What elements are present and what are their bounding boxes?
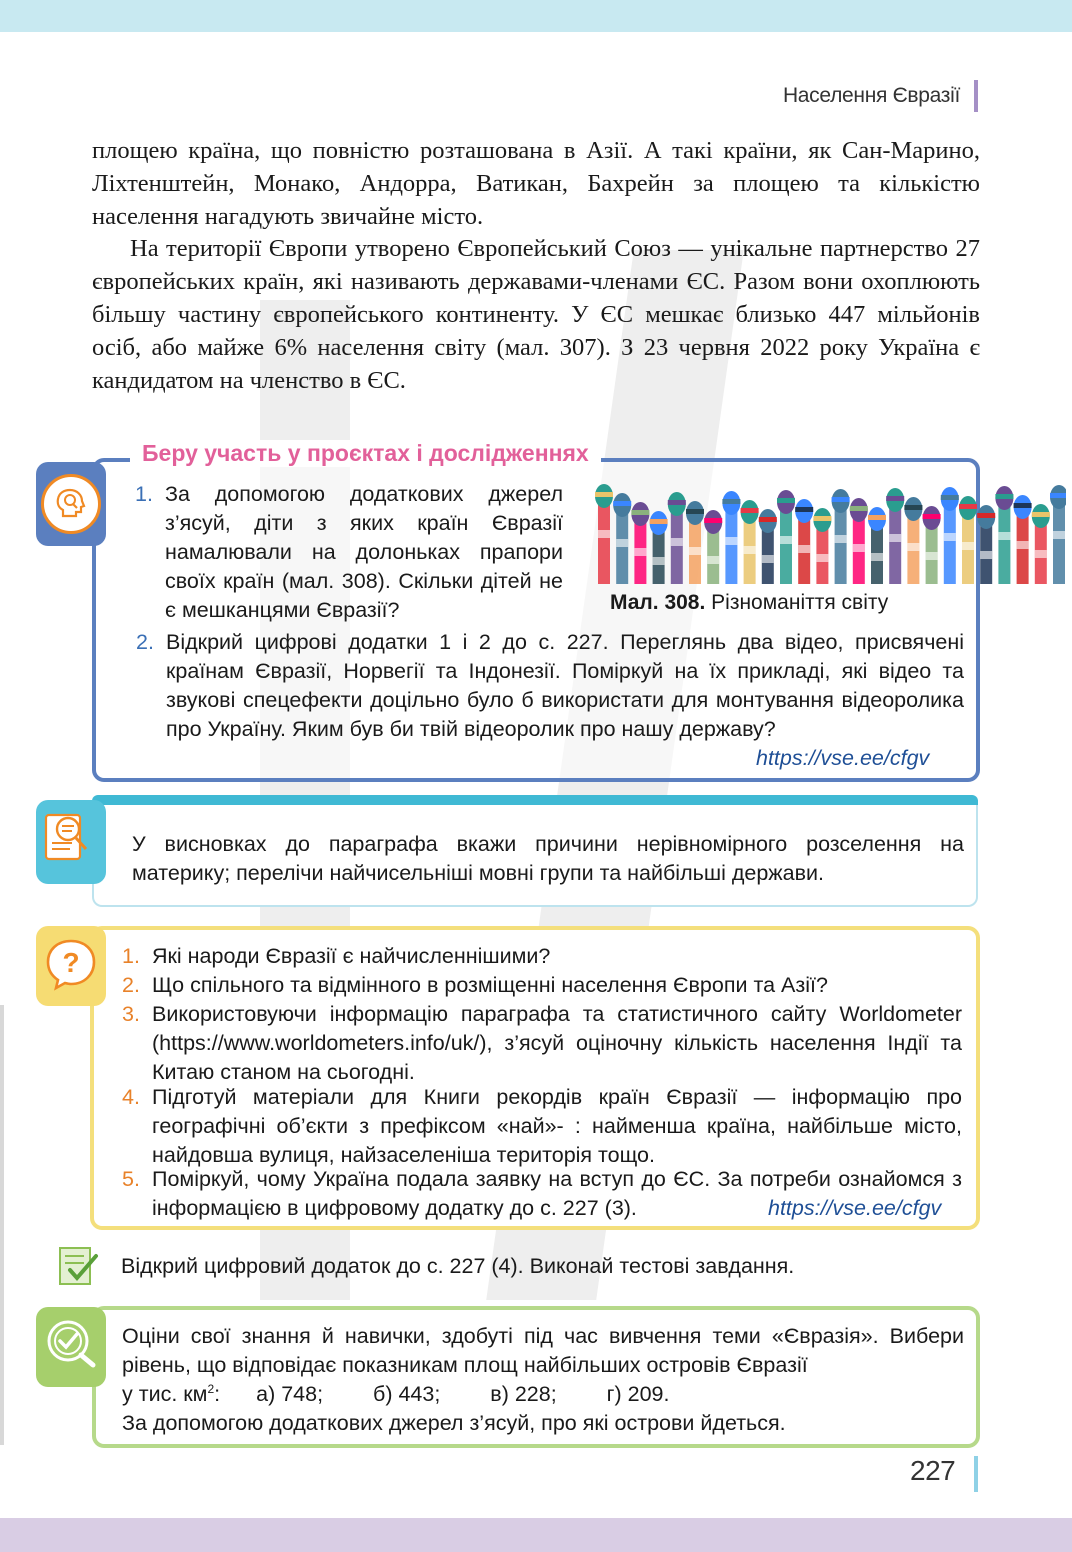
item-text: За допомогою додаткових джерел з’ясуй, діти з яких країн Євразії намалювали на долоньках прапори своїх країн (мал. 308). Скільки дітей не є мешканцями Євразії? bbox=[165, 482, 563, 622]
svg-text:?: ? bbox=[62, 946, 80, 978]
margin-line bbox=[0, 1005, 4, 1445]
checkmark-badge-icon bbox=[41, 1315, 101, 1380]
page-number: 227 bbox=[910, 1455, 956, 1486]
option-d: г) 209. bbox=[606, 1382, 670, 1406]
question-number: 3. bbox=[122, 1002, 140, 1026]
checklist-icon bbox=[56, 1244, 100, 1288]
raised-hand bbox=[595, 484, 613, 584]
project-item-2 bbox=[136, 628, 964, 744]
questions-tab bbox=[36, 926, 106, 1006]
raised-hand bbox=[795, 499, 813, 584]
raised-hand bbox=[613, 493, 631, 584]
raised-hand bbox=[686, 501, 704, 584]
bottom-color-band bbox=[0, 1518, 1072, 1552]
paragraph-1: площею країна, що повністю розташована в Азії. А такі країни, як Сан-Марино, Ліхтенштейн, Монако, Андорра, Ватикан, Бахрейн за площею та кількістю населення нагадують звичайне місто. bbox=[92, 137, 980, 230]
raised-hand bbox=[977, 505, 995, 584]
running-header: Населення Євразії bbox=[782, 84, 960, 107]
page-number-bar bbox=[974, 1456, 978, 1492]
top-color-band bbox=[0, 0, 1072, 32]
video-link[interactable]: https://vse.ee/cfgv bbox=[756, 746, 930, 770]
hands-flags-image bbox=[592, 474, 1066, 584]
projects-title: Беру участь у проєктах і дослідженнях bbox=[130, 440, 601, 467]
question-text: Які народи Євразії є найчисленнішими? bbox=[152, 944, 551, 968]
item-number: 2. bbox=[136, 630, 154, 654]
caption-text: Різноманіття світу bbox=[705, 591, 889, 614]
raised-hand bbox=[1014, 495, 1032, 584]
raised-hand bbox=[850, 498, 868, 584]
raised-hand bbox=[868, 507, 886, 584]
raised-hand bbox=[813, 508, 831, 584]
unit-superscript: 2 bbox=[207, 1381, 215, 1396]
evaluation-tab bbox=[36, 1307, 106, 1387]
conclusions-tab bbox=[36, 800, 106, 884]
test-instruction: Відкрий цифровий додаток до с. 227 (4). Виконай тестові завдання. bbox=[121, 1254, 795, 1278]
raised-hand bbox=[995, 486, 1013, 584]
option-b: б) 443; bbox=[373, 1382, 441, 1406]
caption-label: Мал. 308. bbox=[610, 591, 706, 614]
raised-hand bbox=[1050, 485, 1066, 584]
raised-hand bbox=[1032, 504, 1050, 584]
raised-hand bbox=[759, 509, 777, 584]
question-number: 1. bbox=[122, 944, 140, 968]
unit-colon: : bbox=[214, 1382, 221, 1406]
item-number: 1. bbox=[135, 482, 153, 506]
unit-label: у тис. км bbox=[122, 1382, 208, 1406]
paragraph-2: На території Європи утворено Європейський Союз — унікальне партнерство 27 європейських країн, які називають державами-членами ЄС. Разом вони охоплюють більшу частину європейського континенту. У ЄС мешкає близько 447 мільйонів осіб, або майже 6% населення світу (мал. 307). З 23 червня 2022 року Україна є кандидатом на членство в ЄС. bbox=[92, 235, 980, 394]
raised-hand bbox=[923, 506, 941, 584]
question-number: 4. bbox=[122, 1085, 140, 1109]
raised-hand bbox=[650, 511, 668, 584]
question-bubble-icon bbox=[43, 936, 99, 997]
raised-hand bbox=[959, 496, 977, 584]
evaluation-line-2: За допомогою додаткових джерел з’ясуй, про які острови йдеться. bbox=[122, 1411, 786, 1435]
option-c: в) 228; bbox=[490, 1382, 557, 1406]
question-5-link[interactable]: https://vse.ee/cfgv bbox=[768, 1196, 942, 1220]
question-number: 2. bbox=[122, 973, 140, 997]
question-text: Підготуй матеріали для Книги рекордів країн Євразії — інформацію про географічні об’єкти з префіксом «най»- : найменша країна, найбільше місто, найдовша вулиця, найзаселеніша територія тощо. bbox=[152, 1085, 962, 1167]
header-accent-bar bbox=[974, 80, 978, 112]
question-4 bbox=[122, 1083, 962, 1170]
question-1 bbox=[122, 942, 962, 971]
raised-hand bbox=[722, 491, 740, 584]
raised-hand bbox=[741, 500, 759, 584]
question-number: 5. bbox=[122, 1167, 140, 1191]
question-text: Що спільного та відмінного в розміщенні населення Європи та Азії? bbox=[152, 973, 828, 997]
raised-hand bbox=[886, 488, 904, 584]
evaluation-line-1: Оціни свої знання й навички, здобуті під час вивчення теми «Євразія». Вибери рівень, що відповідає показникам площ найбільших островів Євразії bbox=[122, 1324, 964, 1377]
question-text: Поміркуй, чому Україна подала заявку на вступ до ЄС. За потреби ознайомся з інформацією в цифровому додатку до с. 227 (3). bbox=[152, 1167, 962, 1220]
project-item-1 bbox=[135, 480, 563, 625]
question-2 bbox=[122, 971, 962, 1000]
conclusions-text: У висновках до параграфа вкажи причини нерівномірного розселення на материку; перелічи найчисельніші мовні групи та найбільші держави. bbox=[132, 832, 964, 885]
head-magnifier-icon bbox=[41, 474, 101, 534]
item-text: Відкрий цифрові додатки 1 і 2 до с. 227. Переглянь два відео, присвячені країнам Євразії, Норвегії та Індонезії. Поміркуй на їх прикладі, які відео та звукові спецефекти доцільно було б використати для монтування відеоролика про Україну. Яким був би твій відеоролик про нашу державу? bbox=[166, 630, 964, 741]
raised-hand bbox=[904, 497, 922, 584]
evaluation-options bbox=[122, 1380, 964, 1409]
raised-hand bbox=[941, 487, 959, 584]
raised-hand bbox=[631, 502, 649, 584]
body-text bbox=[92, 135, 980, 397]
raised-hand bbox=[777, 490, 795, 584]
question-text: Використовуючи інформацію параграфа та статистичного сайту Worldometer (https://www.worldometers.info/uk/), з’ясуй оціночну кількість населення Індії та Китаю станом на сьогодні. bbox=[152, 1002, 962, 1084]
option-a: а) 748; bbox=[256, 1382, 324, 1406]
figure-caption bbox=[610, 591, 888, 615]
question-3 bbox=[122, 1000, 962, 1087]
conclusions-accent-bar bbox=[92, 795, 978, 805]
document-magnifier-icon bbox=[42, 809, 100, 876]
raised-hand bbox=[832, 489, 850, 584]
projects-tab bbox=[36, 462, 106, 546]
evaluation-text bbox=[122, 1322, 964, 1380]
raised-hand bbox=[704, 510, 722, 584]
raised-hand bbox=[668, 492, 686, 584]
